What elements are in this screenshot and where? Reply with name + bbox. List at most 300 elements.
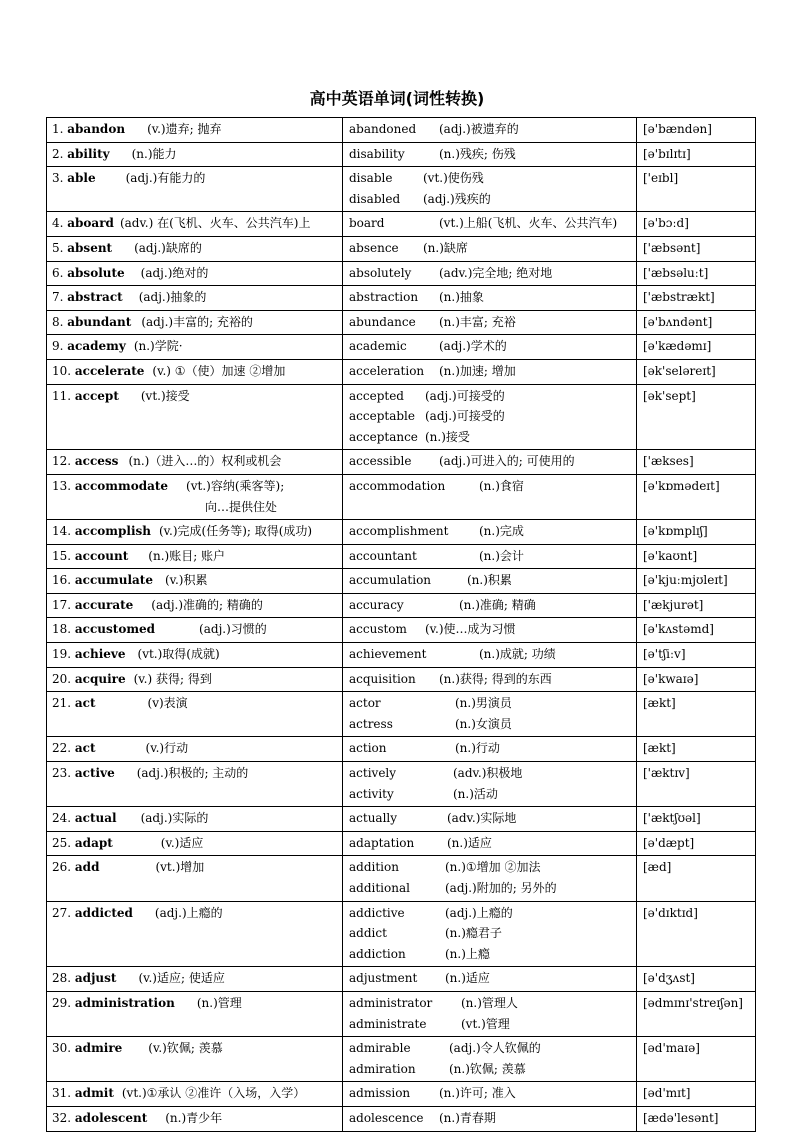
- related-word-line: [349, 878, 632, 899]
- word-cell: [47, 384, 343, 450]
- entry-number: 27.: [52, 905, 75, 920]
- entry-number: 6.: [52, 265, 68, 280]
- related-definition: (n.)上瘾: [445, 946, 490, 961]
- related-definition: (adj.)残疾的: [423, 191, 491, 206]
- word-line: [52, 336, 338, 357]
- related-definition: (adj.)可进入的; 可使用的: [439, 454, 575, 469]
- related-word: acquisition: [349, 671, 416, 686]
- word-cell: [47, 831, 343, 856]
- related-word: addictive: [349, 905, 405, 920]
- entry-number: 3.: [52, 171, 68, 186]
- word-line: [52, 312, 338, 333]
- headword: accelerate: [74, 363, 145, 378]
- table-row: [47, 310, 756, 335]
- word-cell: [47, 901, 343, 967]
- entry-number: 14.: [52, 524, 75, 539]
- headword: addicted: [74, 905, 133, 920]
- related-words-cell: [343, 520, 637, 545]
- related-definition: (n.)准确; 精确: [459, 597, 536, 612]
- word-cell: [47, 1037, 343, 1082]
- related-word-line: [349, 595, 632, 616]
- related-word: accuracy: [349, 597, 404, 612]
- related-words-cell: [343, 359, 637, 384]
- headword: accept: [74, 388, 119, 403]
- entry-number: 4.: [52, 216, 68, 231]
- phonetic-cell: [ə'bʌndənt]: [637, 310, 756, 335]
- related-words-cell: [343, 807, 637, 832]
- related-definition: (n.)丰富; 充裕: [439, 314, 516, 329]
- related-words-cell: [343, 1082, 637, 1107]
- related-word-line: [349, 476, 632, 497]
- related-word-line: [349, 1083, 632, 1104]
- word-line: [52, 857, 338, 878]
- phonetic-cell: [ækt]: [637, 692, 756, 737]
- related-word: disable: [349, 171, 393, 186]
- related-definition: (adj.)可接受的: [425, 409, 505, 424]
- table-row: [47, 359, 756, 384]
- word-cell: [47, 118, 343, 143]
- table-row: [47, 667, 756, 692]
- related-words-cell: [343, 167, 637, 212]
- word-cell: [47, 569, 343, 594]
- word-cell: [47, 261, 343, 286]
- headword: accustomed: [74, 622, 156, 637]
- table-row: [47, 991, 756, 1036]
- phonetic-cell: [əd'mɪt]: [637, 1082, 756, 1107]
- word-cell: [47, 286, 343, 311]
- related-definition: (n.)完成: [479, 524, 524, 539]
- related-word-line: [349, 427, 632, 448]
- word-cell: [47, 167, 343, 212]
- related-word: actress: [349, 716, 393, 731]
- related-word: accustom: [349, 622, 407, 637]
- entry-number: 25.: [52, 835, 75, 850]
- related-word-line: [349, 144, 632, 165]
- word-cell: [47, 1082, 343, 1107]
- word-cell: [47, 310, 343, 335]
- phonetic-cell: [ə'kɒmədeɪt]: [637, 474, 756, 519]
- related-words-cell: [343, 692, 637, 737]
- table-row: [47, 142, 756, 167]
- related-word: acceptable: [349, 409, 415, 424]
- related-word-line: [349, 168, 632, 189]
- word-line: [52, 993, 338, 1014]
- related-word: accomplishment: [349, 524, 449, 539]
- headword: adolescent: [74, 1110, 148, 1125]
- part-of-speech-definition: (v.)遗弃; 抛弃: [147, 122, 222, 136]
- word-line: [52, 644, 338, 665]
- word-cell: [47, 335, 343, 360]
- entry-number: 23.: [52, 766, 75, 781]
- headword: able: [67, 171, 96, 186]
- part-of-speech-definition: (n.)青少年: [165, 1110, 223, 1125]
- word-cell: [47, 236, 343, 261]
- phonetic-cell: [ə'kaʊnt]: [637, 544, 756, 569]
- part-of-speech-definition: (adj.)实际的: [140, 811, 209, 826]
- related-word: acceleration: [349, 363, 425, 378]
- word-cell: [47, 807, 343, 832]
- related-definition: (adv.)实际地: [447, 811, 517, 826]
- related-words-cell: [343, 762, 637, 807]
- related-word: admiration: [349, 1061, 416, 1076]
- related-definition: (n.)缺席: [423, 240, 468, 255]
- table-row: [47, 901, 756, 967]
- word-line: [52, 361, 338, 382]
- related-word-line: [349, 546, 632, 567]
- phonetic-cell: ['eɪbl]: [637, 167, 756, 212]
- related-word-line: [349, 669, 632, 690]
- headword: active: [74, 766, 115, 781]
- headword: adjust: [74, 971, 117, 986]
- phonetic-cell: [ædə'lesənt]: [637, 1106, 756, 1131]
- related-word-line: [349, 119, 632, 140]
- phonetic-cell: [ə'kwaɪə]: [637, 667, 756, 692]
- related-word-line: [349, 238, 632, 259]
- related-words-cell: [343, 118, 637, 143]
- part-of-speech-definition: (v.)积累: [164, 573, 208, 588]
- word-cell: [47, 593, 343, 618]
- word-line: [52, 386, 338, 407]
- table-row: [47, 474, 756, 519]
- related-word-line: [349, 693, 632, 714]
- related-definition: (v.)使…成为习惯: [425, 622, 516, 637]
- related-definition: (n.)女演员: [455, 716, 512, 731]
- related-words-cell: [343, 142, 637, 167]
- word-cell: [47, 142, 343, 167]
- part-of-speech-definition: (v.) 获得; 得到: [133, 671, 212, 686]
- related-definition: (adj.)令人钦佩的: [449, 1041, 541, 1056]
- part-of-speech-definition: (vt.)容纳(乘客等);: [186, 478, 285, 493]
- entry-number: 16.: [52, 573, 75, 588]
- related-word: admission: [349, 1086, 411, 1101]
- part-of-speech-definition: (adj.)习惯的: [199, 622, 267, 637]
- related-word: addition: [349, 860, 399, 875]
- headword: adapt: [74, 835, 113, 850]
- related-words-cell: [343, 261, 637, 286]
- related-word-line: [349, 993, 632, 1014]
- word-cell: [47, 359, 343, 384]
- related-words-cell: [343, 667, 637, 692]
- word-line: [52, 833, 338, 854]
- related-words-cell: [343, 1037, 637, 1082]
- related-words-cell: [343, 967, 637, 992]
- word-cell: [47, 450, 343, 475]
- related-definition: (adj.)被遗弃的: [439, 122, 519, 136]
- related-word: absence: [349, 240, 399, 255]
- part-of-speech-definition: (v.)钦佩; 羡慕: [148, 1041, 223, 1056]
- related-definition: (n.)成就; 功绩: [479, 647, 556, 662]
- definition-continuation: 向…提供住处: [205, 499, 278, 514]
- related-definition: (n.)行动: [455, 741, 500, 756]
- related-word: academic: [349, 339, 407, 354]
- related-definition: (n.)许可; 准入: [439, 1086, 516, 1101]
- word-line: [52, 476, 338, 497]
- phonetic-cell: [æd]: [637, 856, 756, 901]
- related-words-cell: [343, 474, 637, 519]
- entry-number: 24.: [52, 811, 75, 826]
- phonetic-cell: ['æbstrækt]: [637, 286, 756, 311]
- related-definition: (n.)接受: [425, 429, 470, 444]
- part-of-speech-definition: (vt.)①承认 ②准许（入场，入学）: [121, 1086, 306, 1101]
- vocabulary-table: [46, 117, 756, 1132]
- word-line: [52, 213, 338, 234]
- related-word-line: [349, 763, 632, 784]
- part-of-speech-definition: (adj.)绝对的: [140, 265, 209, 280]
- word-line: [52, 238, 338, 259]
- phonetic-cell: [ə'kædəmɪ]: [637, 335, 756, 360]
- part-of-speech-definition: (adj.)丰富的; 充裕的: [141, 314, 253, 329]
- table-row: [47, 286, 756, 311]
- headword: accumulate: [74, 573, 153, 588]
- part-of-speech-definition: (n.)管理: [196, 995, 242, 1010]
- entry-number: 32.: [52, 1110, 75, 1125]
- related-word-line: [349, 451, 632, 472]
- part-of-speech-definition: (vt.)接受: [140, 388, 190, 403]
- related-definition: (vt.)管理: [461, 1016, 510, 1031]
- related-word-line: [349, 923, 632, 944]
- related-definition: (n.)钦佩; 羡慕: [449, 1061, 526, 1076]
- word-cell: [47, 967, 343, 992]
- phonetic-cell: ['ækjurət]: [637, 593, 756, 618]
- related-word: administrate: [349, 1016, 427, 1031]
- related-word-line: [349, 738, 632, 759]
- phonetic-cell: [ə'kʌstəmd]: [637, 618, 756, 643]
- related-words-cell: [343, 618, 637, 643]
- table-row: [47, 1082, 756, 1107]
- word-line: [52, 119, 338, 140]
- related-words-cell: [343, 856, 637, 901]
- part-of-speech-definition: (adj.)积极的; 主动的: [136, 766, 249, 781]
- phonetic-cell: [ə'bɪlɪtɪ]: [637, 142, 756, 167]
- word-cell: [47, 692, 343, 737]
- related-word: abstraction: [349, 290, 419, 305]
- related-word: action: [349, 741, 387, 756]
- related-words-cell: [343, 593, 637, 618]
- related-words-cell: [343, 450, 637, 475]
- related-word-line: [349, 361, 632, 382]
- phonetic-cell: [ək'sept]: [637, 384, 756, 450]
- table-row: [47, 593, 756, 618]
- headword: account: [74, 548, 129, 563]
- related-definition: (adv.)积极地: [453, 766, 523, 781]
- page-title: 高中英语单词(词性转换): [309, 89, 485, 108]
- related-word-line: [349, 808, 632, 829]
- headword: admire: [74, 1041, 123, 1056]
- related-word-line: [349, 312, 632, 333]
- headword: accurate: [74, 597, 134, 612]
- related-word: adjustment: [349, 971, 418, 986]
- related-definition: (n.)男演员: [455, 696, 512, 711]
- part-of-speech-definition: (v.) ①（使）加速 ②增加: [152, 363, 286, 378]
- related-words-cell: [343, 991, 637, 1036]
- related-word: accessible: [349, 454, 412, 469]
- part-of-speech-definition: (vt.)增加: [155, 860, 205, 875]
- phonetic-cell: [ækt]: [637, 737, 756, 762]
- related-word: accommodation: [349, 478, 446, 493]
- word-line: [52, 144, 338, 165]
- word-cell: [47, 737, 343, 762]
- word-cell: [47, 762, 343, 807]
- part-of-speech-definition: (n.)（进入…的）权利或机会: [128, 454, 282, 469]
- related-definition: (n.)会计: [479, 548, 524, 563]
- entry-number: 22.: [52, 741, 75, 756]
- table-row: [47, 569, 756, 594]
- related-words-cell: [343, 286, 637, 311]
- table-row: [47, 261, 756, 286]
- headword: add: [74, 860, 100, 875]
- related-word: additional: [349, 881, 410, 895]
- related-word-line: [349, 714, 632, 735]
- word-cell: [47, 856, 343, 901]
- phonetic-cell: [ə'dæpt]: [637, 831, 756, 856]
- part-of-speech-definition: (adj.)缺席的: [134, 240, 202, 255]
- headword: accomplish: [74, 524, 151, 539]
- related-definition: (n.)青春期: [439, 1110, 496, 1125]
- entry-number: 28.: [52, 971, 75, 986]
- headword: actual: [74, 811, 117, 826]
- table-row: [47, 807, 756, 832]
- part-of-speech-definition: (adj.)有能力的: [125, 171, 206, 186]
- table-row: [47, 856, 756, 901]
- word-line: [52, 263, 338, 284]
- table-row: [47, 618, 756, 643]
- part-of-speech-definition: (n.)账目; 账户: [148, 548, 226, 563]
- entry-number: 12.: [52, 454, 75, 469]
- table-row: [47, 544, 756, 569]
- entry-number: 11.: [52, 388, 75, 403]
- related-word-line: [349, 406, 632, 427]
- entry-number: 10.: [52, 363, 75, 378]
- headword: act: [74, 741, 96, 756]
- related-word-line: [349, 1014, 632, 1035]
- related-definition: (n.)积累: [467, 573, 512, 588]
- table-row: [47, 692, 756, 737]
- word-cell: [47, 643, 343, 668]
- related-word-line: [349, 336, 632, 357]
- related-word: absolutely: [349, 265, 412, 280]
- related-definition: (n.)适应: [445, 971, 490, 986]
- word-cell: [47, 991, 343, 1036]
- related-word-line: [349, 1108, 632, 1129]
- headword: absent: [67, 240, 113, 255]
- related-word: board: [349, 216, 385, 231]
- word-line: [52, 595, 338, 616]
- word-line: [52, 903, 338, 924]
- word-line: [52, 570, 338, 591]
- entry-number: 19.: [52, 647, 75, 662]
- related-words-cell: [343, 831, 637, 856]
- related-word-line: [349, 833, 632, 854]
- word-cell: [47, 667, 343, 692]
- related-words-cell: [343, 384, 637, 450]
- phonetic-cell: [ədmɪnɪ'streɪʃən]: [637, 991, 756, 1036]
- phonetic-cell: ['æktʃʊəl]: [637, 807, 756, 832]
- table-row: [47, 643, 756, 668]
- word-line: [52, 546, 338, 567]
- phonetic-cell: ['æbsəluːt]: [637, 261, 756, 286]
- related-definition: (n.)残疾; 伤残: [439, 146, 516, 161]
- part-of-speech-definition: (n.)能力: [131, 146, 177, 161]
- table-row: [47, 520, 756, 545]
- part-of-speech-definition: (adj.)抽象的: [138, 290, 207, 305]
- entry-number: 30.: [52, 1041, 75, 1056]
- word-cell: [47, 618, 343, 643]
- table-row: [47, 1037, 756, 1082]
- entry-number: 21.: [52, 696, 75, 711]
- word-cell: [47, 212, 343, 237]
- headword: admit: [74, 1086, 114, 1101]
- word-line: [52, 669, 338, 690]
- related-word: accountant: [349, 548, 417, 563]
- entry-number: 17.: [52, 597, 75, 612]
- headword: abandon: [67, 122, 126, 136]
- entry-number: 5.: [52, 240, 68, 255]
- headword: abstract: [67, 290, 123, 305]
- related-definition: (n.)食宿: [479, 478, 524, 493]
- part-of-speech-definition: (adj.)上瘾的: [154, 905, 223, 920]
- entry-number: 7.: [52, 290, 68, 305]
- related-word: acceptance: [349, 429, 418, 444]
- related-definition: (n.)活动: [453, 786, 498, 801]
- related-word: disability: [349, 146, 405, 161]
- table-row: [47, 212, 756, 237]
- table-row: [47, 450, 756, 475]
- related-words-cell: [343, 901, 637, 967]
- phonetic-cell: [ə'dɪktɪd]: [637, 901, 756, 967]
- related-word: achievement: [349, 647, 427, 662]
- related-word-line: [349, 1059, 632, 1080]
- table-row: [47, 737, 756, 762]
- entry-number: 13.: [52, 478, 75, 493]
- word-line: [52, 168, 338, 189]
- related-word-line: [349, 521, 632, 542]
- table-row: [47, 1106, 756, 1131]
- table-row: [47, 384, 756, 450]
- vocabulary-table-body: [47, 118, 756, 1132]
- word-line: [52, 1038, 338, 1059]
- related-word: addict: [349, 926, 387, 941]
- entry-number: 26.: [52, 860, 75, 875]
- phonetic-cell: [ə'kɒmplɪʃ]: [637, 520, 756, 545]
- phonetic-cell: [ə'tʃiːv]: [637, 643, 756, 668]
- related-definition: (adj.)上瘾的: [445, 905, 513, 920]
- related-words-cell: [343, 643, 637, 668]
- related-definition: (vt.)使伤残: [423, 171, 484, 186]
- table-row: [47, 167, 756, 212]
- part-of-speech-definition: (adj.)准确的; 精确的: [151, 597, 263, 612]
- part-of-speech-definition: (v.)行动: [145, 741, 189, 756]
- headword: academy: [67, 339, 126, 354]
- related-word-line: [349, 213, 632, 234]
- related-word-line: [349, 189, 632, 210]
- table-row: [47, 762, 756, 807]
- phonetic-cell: [əd'maɪə]: [637, 1037, 756, 1082]
- phonetic-cell: [ə'kjuːmjʊleɪt]: [637, 569, 756, 594]
- related-word: administrator: [349, 995, 433, 1010]
- related-word: activity: [349, 786, 394, 801]
- related-words-cell: [343, 569, 637, 594]
- part-of-speech-definition: (vt.)取得(成就): [137, 647, 220, 662]
- related-word: actor: [349, 696, 381, 711]
- related-definition: (adj.)附加的; 另外的: [445, 881, 557, 895]
- word-line: [52, 763, 338, 784]
- related-words-cell: [343, 1106, 637, 1131]
- word-cell: [47, 1106, 343, 1131]
- word-cell: [47, 544, 343, 569]
- entry-number: 31.: [52, 1086, 75, 1101]
- phonetic-cell: ['æktɪv]: [637, 762, 756, 807]
- related-word-line: [349, 857, 632, 878]
